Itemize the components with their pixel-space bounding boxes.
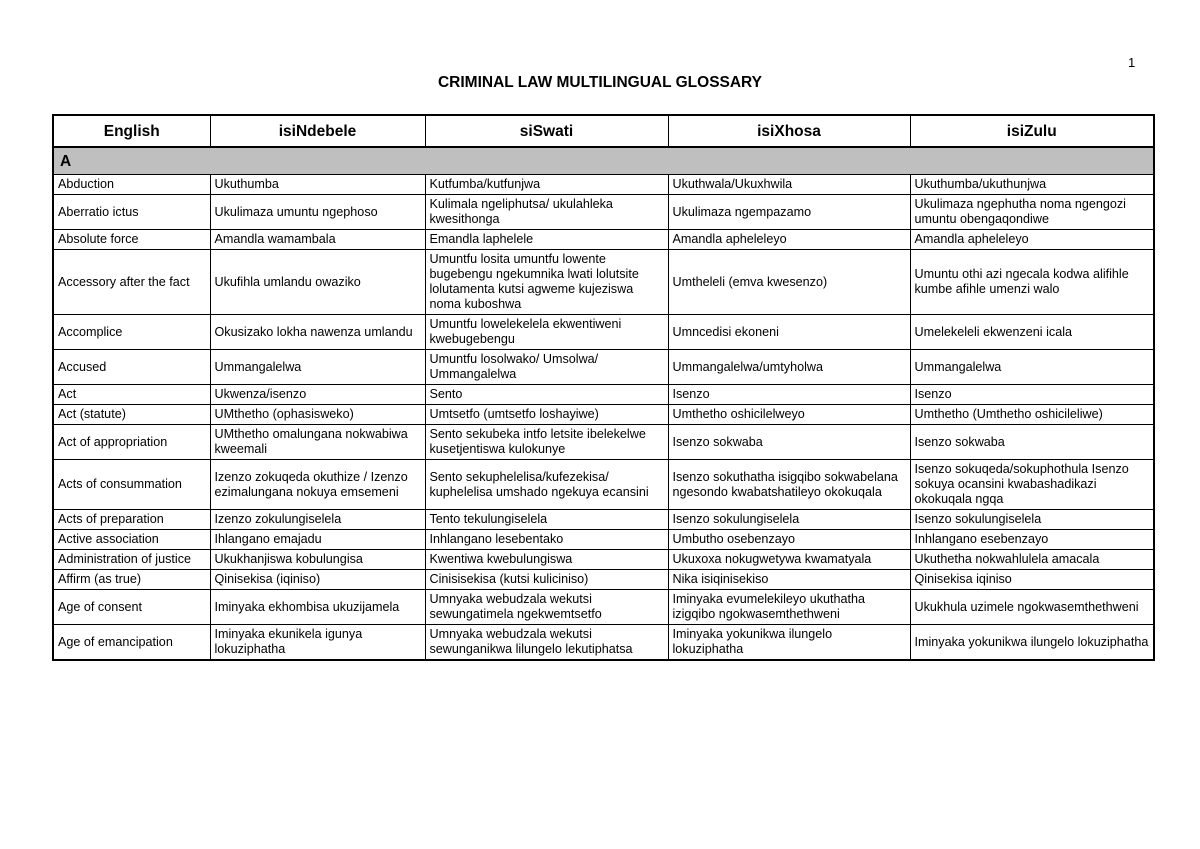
- cell-isixhosa: Umthetho oshicilelweyo: [668, 405, 910, 425]
- document-title: CRIMINAL LAW MULTILINGUAL GLOSSARY: [437, 74, 763, 91]
- cell-english: Accessory after the fact: [53, 250, 210, 315]
- table-row: [53, 350, 1154, 385]
- cell-isixhosa: Umncedisi ekoneni: [668, 315, 910, 350]
- cell-isizulu: Ukulimaza ngephutha noma ngengozi umuntu obengaqondiwe: [910, 195, 1154, 230]
- cell-isindebele: Ukufihla umlandu owaziko: [210, 250, 425, 315]
- cell-isixhosa: Isenzo sokulungiselela: [668, 510, 910, 530]
- cell-siswati: Umuntfu losita umuntfu lowente bugebengu ngekumnika lwati lolutsite lolutamenta kutsi agweme kujeziswa noma kuboshwa: [425, 250, 668, 315]
- header-row: [53, 115, 1154, 147]
- cell-siswati: Sento: [425, 385, 668, 405]
- cell-isizulu: Qinisekisa iqiniso: [910, 570, 1154, 590]
- cell-isizulu: Iminyaka yokunikwa ilungelo lokuziphatha: [910, 625, 1154, 661]
- cell-isizulu: Isenzo sokuqeda/sokuphothula Isenzo sokuya ocansini kwabashadikazi okokuqala ngqa: [910, 460, 1154, 510]
- cell-english: Administration of justice: [53, 550, 210, 570]
- cell-isizulu: Inhlangano esebenzayo: [910, 530, 1154, 550]
- cell-english: Aberratio ictus: [53, 195, 210, 230]
- cell-isizulu: Ummangalelwa: [910, 350, 1154, 385]
- cell-isindebele: UMthetho (ophasisweko): [210, 405, 425, 425]
- cell-isizulu: Amandla apheleleyo: [910, 230, 1154, 250]
- cell-siswati: Inhlangano lesebentako: [425, 530, 668, 550]
- cell-isindebele: Ukukhanjiswa kobulungisa: [210, 550, 425, 570]
- cell-isindebele: UMthetho omalungana nokwabiwa kweemali: [210, 425, 425, 460]
- cell-isixhosa: Isenzo sokuthatha isigqibo sokwabelana ngesondo kwabatshatileyo okokuqala: [668, 460, 910, 510]
- cell-isindebele: Ummangalelwa: [210, 350, 425, 385]
- cell-isixhosa: Isenzo sokwaba: [668, 425, 910, 460]
- cell-isindebele: Iminyaka ekunikela igunya lokuziphatha: [210, 625, 425, 661]
- cell-isindebele: Ukulimaza umuntu ngephoso: [210, 195, 425, 230]
- cell-isindebele: Okusizako lokha nawenza umlandu: [210, 315, 425, 350]
- column-header-english: English: [53, 115, 210, 147]
- cell-isizulu: Umuntu othi azi ngecala kodwa alifihle kumbe afihle umenzi walo: [910, 250, 1154, 315]
- cell-isindebele: Izenzo zokulungiselela: [210, 510, 425, 530]
- cell-isizulu: Umthetho (Umthetho oshicileliwe): [910, 405, 1154, 425]
- cell-isixhosa: Ukuthwala/Ukuxhwila: [668, 175, 910, 195]
- cell-english: Age of emancipation: [53, 625, 210, 661]
- table-row: [53, 385, 1154, 405]
- table-row: [53, 195, 1154, 230]
- table-row: [53, 550, 1154, 570]
- cell-english: Act: [53, 385, 210, 405]
- cell-isixhosa: Ukuxoxa nokugwetywa kwamatyala: [668, 550, 910, 570]
- table-row: [53, 570, 1154, 590]
- cell-siswati: Sento sekubeka intfo letsite ibelekelwe kusetjentiswa kulokunye: [425, 425, 668, 460]
- cell-isizulu: Umelekeleli ekwenzeni icala: [910, 315, 1154, 350]
- column-header-isixhosa: isiXhosa: [668, 115, 910, 147]
- cell-english: Acts of consummation: [53, 460, 210, 510]
- cell-english: Act (statute): [53, 405, 210, 425]
- table-row: [53, 590, 1154, 625]
- cell-siswati: Cinisisekisa (kutsi kuliciniso): [425, 570, 668, 590]
- cell-isindebele: Ukuthumba: [210, 175, 425, 195]
- cell-english: Affirm (as true): [53, 570, 210, 590]
- section-row: [53, 147, 1154, 175]
- table-row: [53, 460, 1154, 510]
- cell-isindebele: Qinisekisa (iqiniso): [210, 570, 425, 590]
- section-letter: A: [53, 147, 1154, 175]
- cell-isizulu: Isenzo: [910, 385, 1154, 405]
- column-header-isizulu: isiZulu: [910, 115, 1154, 147]
- table-row: [53, 250, 1154, 315]
- cell-english: Accused: [53, 350, 210, 385]
- table-row: [53, 510, 1154, 530]
- cell-siswati: Umnyaka webudzala wekutsi sewunganikwa lilungelo lekutiphatsa: [425, 625, 668, 661]
- cell-isixhosa: Ukulimaza ngempazamo: [668, 195, 910, 230]
- cell-isixhosa: Umbutho osebenzayo: [668, 530, 910, 550]
- cell-isixhosa: Nika isiqinisekiso: [668, 570, 910, 590]
- table-row: [53, 625, 1154, 661]
- cell-isizulu: Ukukhula uzimele ngokwasemthethweni: [910, 590, 1154, 625]
- cell-siswati: Kutfumba/kutfunjwa: [425, 175, 668, 195]
- cell-isixhosa: Ummangalelwa/umtyholwa: [668, 350, 910, 385]
- cell-isindebele: Iminyaka ekhombisa ukuzijamela: [210, 590, 425, 625]
- table-row: [53, 175, 1154, 195]
- cell-english: Acts of preparation: [53, 510, 210, 530]
- cell-isixhosa: Iminyaka yokunikwa ilungelo lokuziphatha: [668, 625, 910, 661]
- cell-english: Age of consent: [53, 590, 210, 625]
- column-header-isindebele: isiNdebele: [210, 115, 425, 147]
- glossary-table: [52, 114, 1155, 661]
- cell-isixhosa: Iminyaka evumelekileyo ukuthatha izigqibo ngokwasemthethweni: [668, 590, 910, 625]
- cell-siswati: Emandla laphelele: [425, 230, 668, 250]
- cell-siswati: Kulimala ngeliphutsa/ ukulahleka kwesithonga: [425, 195, 668, 230]
- cell-isindebele: Ukwenza/isenzo: [210, 385, 425, 405]
- cell-siswati: Umnyaka webudzala wekutsi sewungatimela ngekwemtsetfo: [425, 590, 668, 625]
- cell-isindebele: Izenzo zokuqeda okuthize / Izenzo ezimalungana nokuya emsemeni: [210, 460, 425, 510]
- cell-siswati: Umtsetfo (umtsetfo loshayiwe): [425, 405, 668, 425]
- cell-english: Abduction: [53, 175, 210, 195]
- cell-siswati: Umuntfu lowelekelela ekwentiweni kwebugebengu: [425, 315, 668, 350]
- cell-english: Active association: [53, 530, 210, 550]
- cell-siswati: Kwentiwa kwebulungiswa: [425, 550, 668, 570]
- cell-isizulu: Ukuthumba/ukuthunjwa: [910, 175, 1154, 195]
- table-row: [53, 530, 1154, 550]
- cell-english: Absolute force: [53, 230, 210, 250]
- table-row: [53, 425, 1154, 460]
- cell-isizulu: Ukuthetha nokwahlulela amacala: [910, 550, 1154, 570]
- page-number: 1: [1128, 55, 1136, 70]
- cell-siswati: Umuntfu losolwako/ Umsolwa/ Ummangalelwa: [425, 350, 668, 385]
- cell-isizulu: Isenzo sokulungiselela: [910, 510, 1154, 530]
- cell-isixhosa: Umtheleli (emva kwesenzo): [668, 250, 910, 315]
- cell-isindebele: Amandla wamambala: [210, 230, 425, 250]
- cell-english: Accomplice: [53, 315, 210, 350]
- cell-isixhosa: Isenzo: [668, 385, 910, 405]
- cell-english: Act of appropriation: [53, 425, 210, 460]
- cell-isizulu: Isenzo sokwaba: [910, 425, 1154, 460]
- cell-isindebele: Ihlangano emajadu: [210, 530, 425, 550]
- cell-isixhosa: Amandla apheleleyo: [668, 230, 910, 250]
- cell-siswati: Tento tekulungiselela: [425, 510, 668, 530]
- table-row: [53, 230, 1154, 250]
- table-row: [53, 315, 1154, 350]
- table-row: [53, 405, 1154, 425]
- column-header-siswati: siSwati: [425, 115, 668, 147]
- cell-siswati: Sento sekuphelelisa/kufezekisa/ kuphelelisa umshado ngekuya ecansini: [425, 460, 668, 510]
